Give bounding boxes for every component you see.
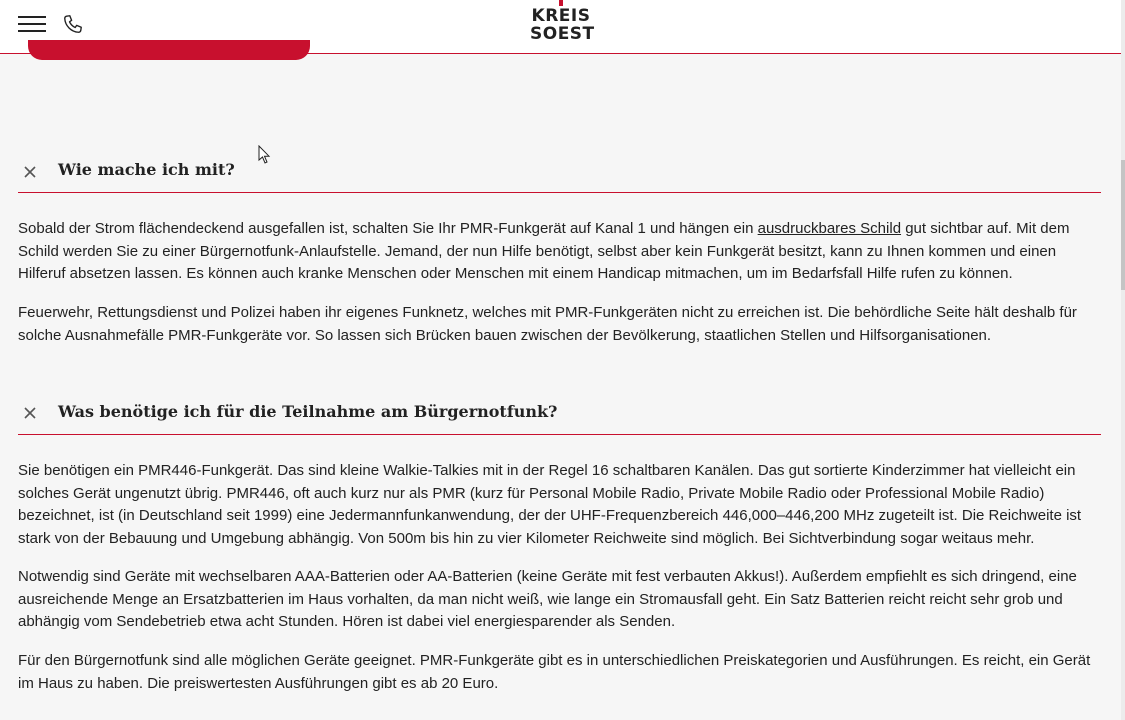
close-icon[interactable] [23, 165, 37, 179]
accordion-header-was-benoetige-ich[interactable] [18, 392, 1101, 435]
accordion-title: Was benötige ich für die Teilnahme am Bürgernotfunk? [58, 402, 558, 421]
paragraph-text: gut sichtbar auf. Mit dem Schild werden Sie zu einer Bürgernotfunk-Anlaufstelle. Jemand, der nun Hilfe benötigt, selbst aber kein Funkgerät besitzt, kann zu Ihnen kommen und einen Hilferuf absetzen lassen. Es können auch kranke Menschen oder Menschen mit einem Handicap mitmachen, um im Bedarfsfall Hilfe rufen zu können. [18, 220, 1070, 282]
logo-text-line1: KREIS [531, 6, 591, 26]
paragraph [18, 218, 1103, 286]
scrollbar-thumb[interactable] [1121, 160, 1125, 290]
paragraph-text: Sobald der Strom flächendeckend ausgefallen ist, schalten Sie Ihr PMR-Funkgerät auf Kanal 1 und hängen ein [18, 220, 758, 237]
hamburger-menu-icon[interactable] [18, 16, 46, 32]
logo-text-line2: SOEST [530, 24, 595, 44]
ausdruckbares-schild-link[interactable]: ausdruckbares Schild [757, 220, 902, 237]
scrollbar[interactable] [1121, 0, 1125, 720]
paragraph: Für den Bürgernotfunk sind alle möglichen Geräte geeignet. PMR-Funkgeräte gibt es in unterschiedlichen Preiskategorien und Ausführungen. Es reicht, ein Gerät im Haus zu haben. Die preiswertesten Ausführungen gibt es ab 20 Euro. [18, 652, 1091, 692]
paragraph: Sie benötigen ein PMR446-Funkgerät. Das sind kleine Walkie-Talkies mit in der Regel 16 schaltbaren Kanälen. Das gut sortierte Kinderzimmer hat vielleicht ein solches Gerät ungenutzt übrig. PMR446, oft auch kurz nur als PMR (kurz für Personal Mobile Radio, Private Mobile Radio oder Professional Mobile Radio) bezeichnet, ist (in Deutschland seit 1999) eine Jedermannfunkanwendung, der der UHF-Frequenzbereich 446,000–446,200 MHz zugeteilt ist. Die Reichweite ist stark von der Bebauung und Umgebung abhängig. Von 500m bis hin zu vier Kilometer Reichweite sind möglich. Bei Sichtverbindung sogar weitaus mehr. [18, 462, 1082, 547]
accordion-title: Wie mache ich mit? [58, 160, 235, 179]
accordion-header-wie-mache-ich-mit[interactable] [18, 150, 1101, 193]
paragraph: Notwendig sind Geräte mit wechselbaren AAA-Batterien oder AA-Batterien (keine Geräte mit fest verbauten Akkus!). Außerdem empfiehlt es sich dringend, eine ausreichende Menge an Ersatzbatterien im Haus vorhalten, da man nicht weiß, wie lange ein Stromausfall geht. Ein Satz Batterien reicht reicht sehr grob und abhängig vom Sendebetrieb etwa acht Stunden. Hören ist dabei viel energiesparender als Senden. [18, 568, 1077, 630]
phone-icon[interactable] [62, 13, 84, 35]
close-icon[interactable] [23, 406, 37, 420]
kreis-soest-logo[interactable] [530, 0, 595, 46]
mouse-pointer-icon [258, 145, 272, 165]
paragraph: Feuerwehr, Rettungsdienst und Polizei haben ihr eigenes Funknetz, welches mit PMR-Funkgeräten nicht zu erreichen ist. Die behördliche Seite hält deshalb für solche Ausnahmefälle PMR-Funkgeräte vor. So lassen sich Brücken bauen zwischen der Bevölkerung, staatlichen Stellen und Hilfsorganisationen. [18, 304, 1077, 344]
red-button-partially-hidden[interactable] [28, 40, 310, 60]
